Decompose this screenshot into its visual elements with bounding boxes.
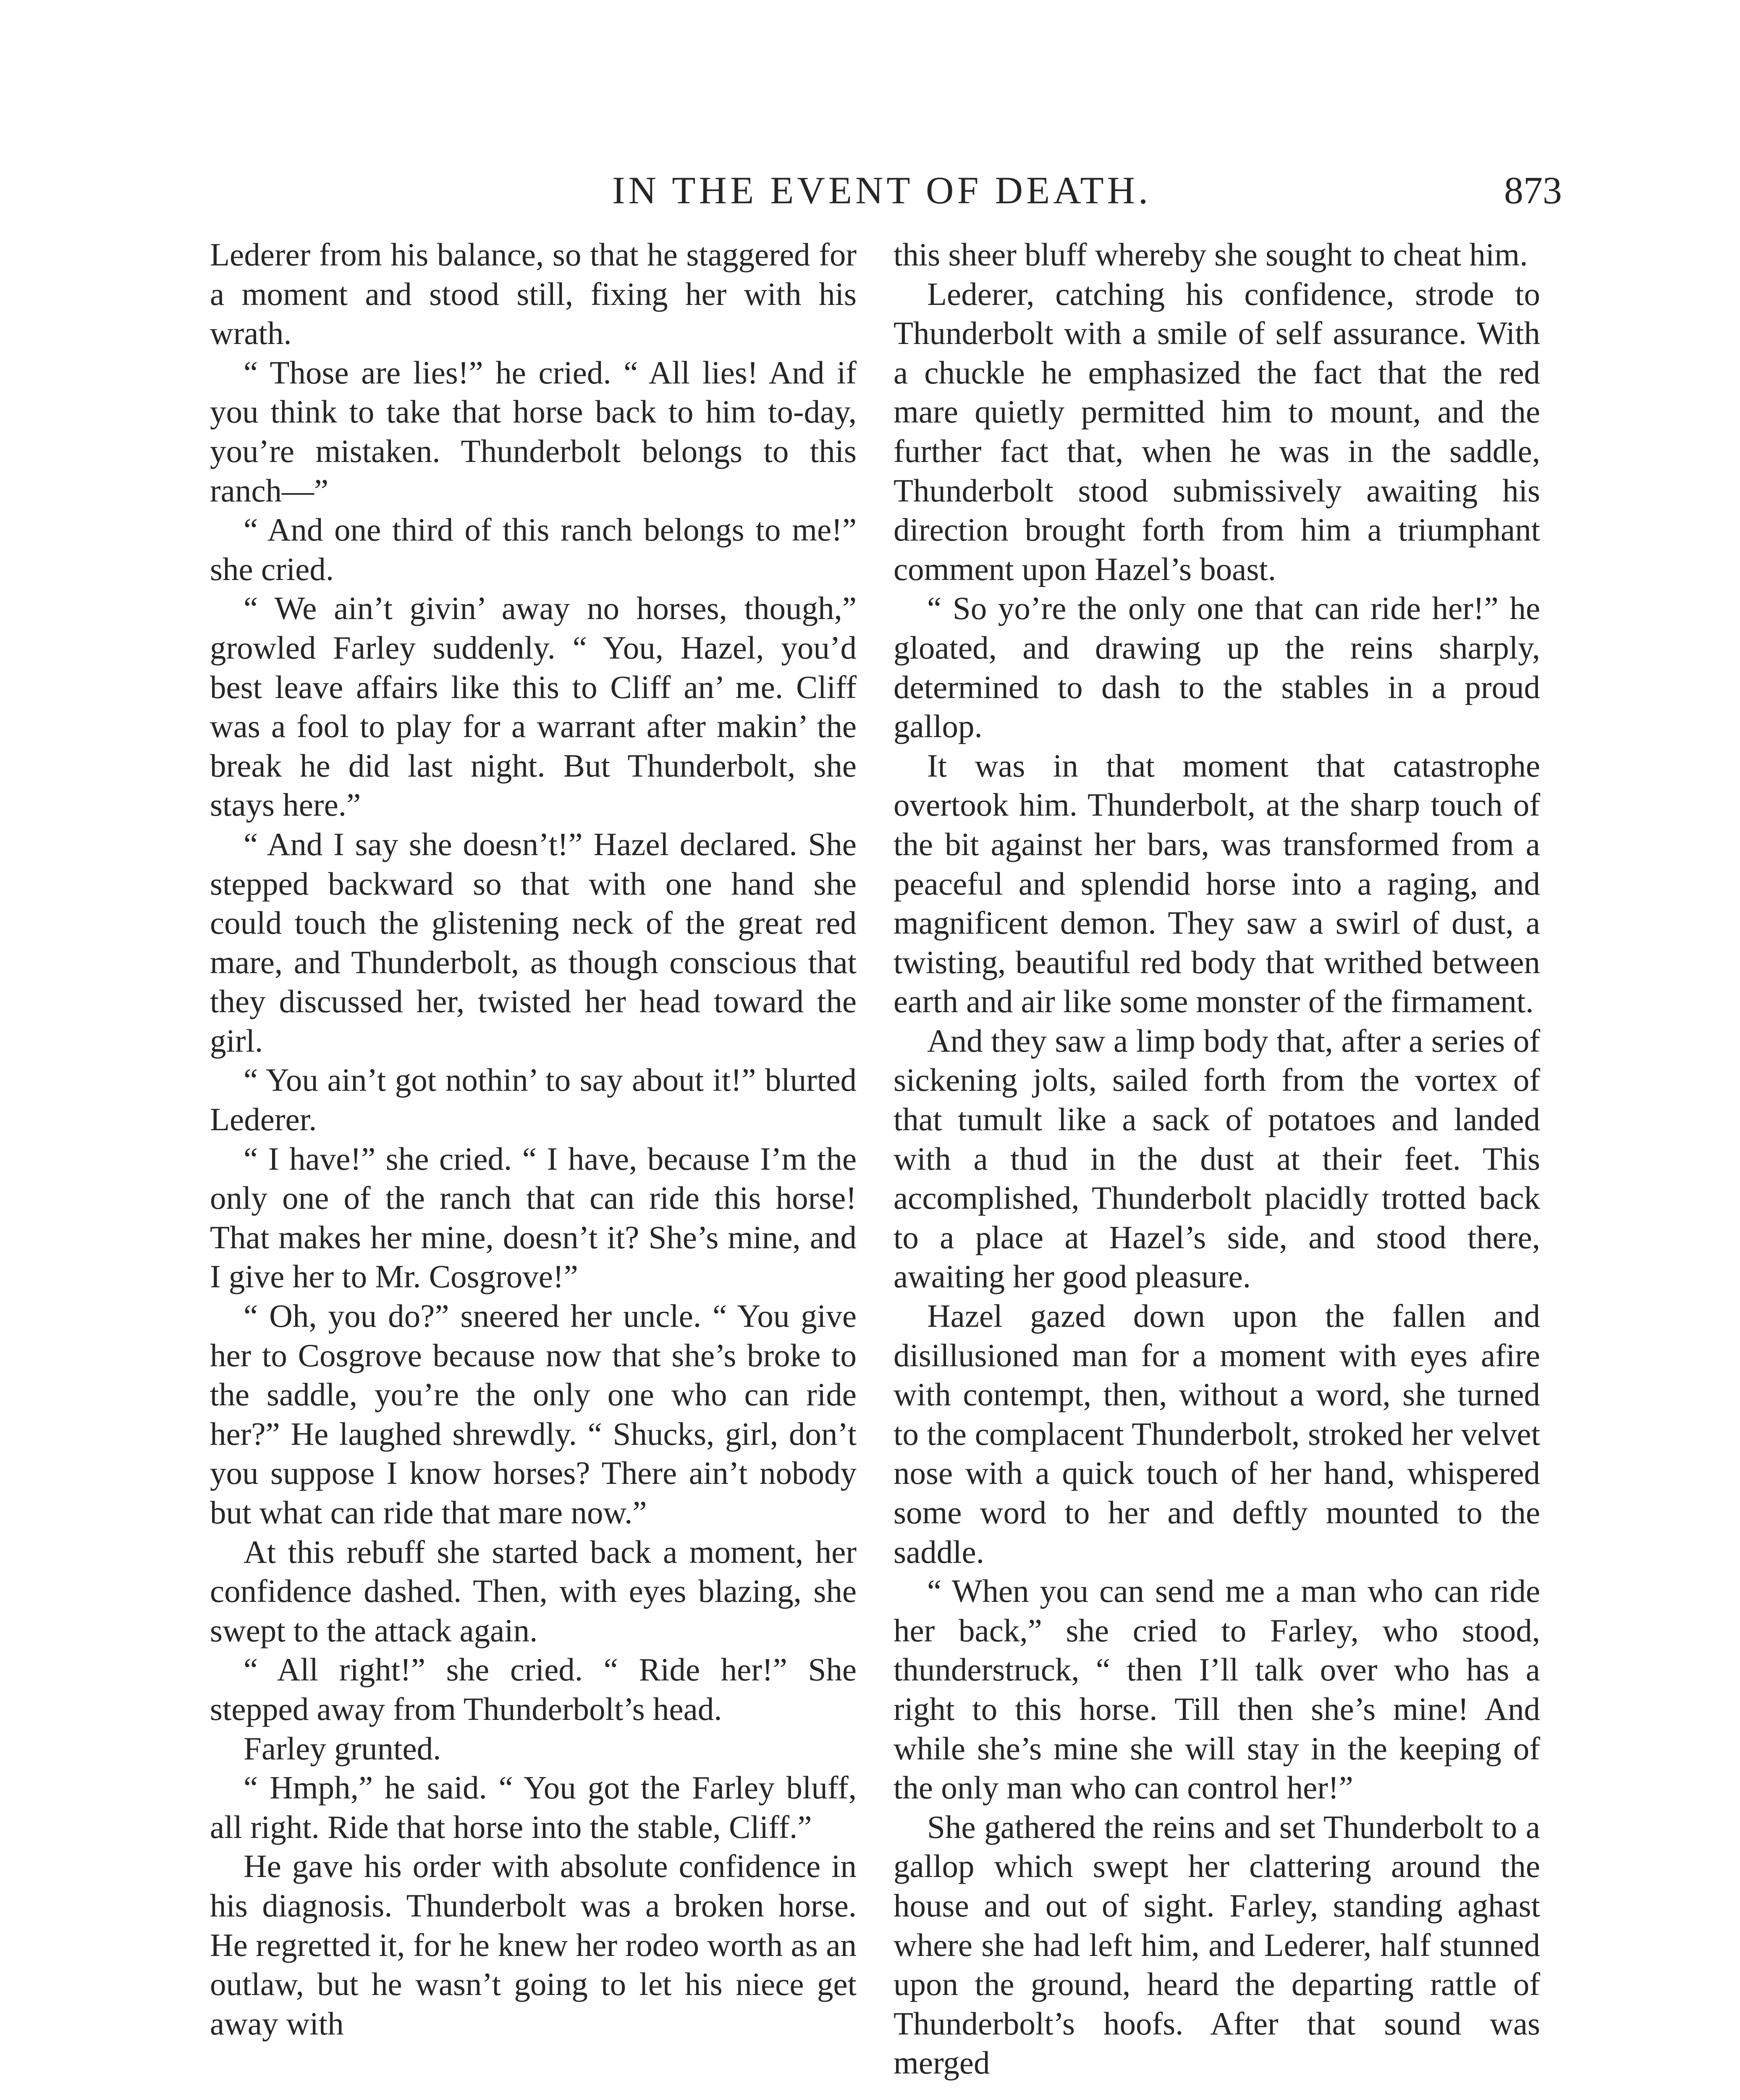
paragraph: “ And I say she doesn’t!” Hazel declared. She stepped backward so that with one hand she could touch the glistening neck of the great red mare, and Thunderbolt, as though conscious that they discussed her, twisted her head toward the girl. (210, 826, 857, 1059)
paragraph: “ When you can send me a man who can ride her back,” she cried to Farley, who stood, thunderstruck, “ then I’ll talk over who has a right to this horse. Till then she’s mine! And while she’s mine she will stay in the keeping of the only man who can control her!” (894, 1573, 1540, 1806)
paragraph: Hazel gazed down upon the fallen and disillusioned man for a moment with eyes afire with contempt, then, without a word, she turned to the complacent Thunderbolt, stroked her velvet nose with a quick touch of her hand, whispered some word to her and deftly mounted to the saddle. (894, 1298, 1540, 1570)
paragraph: “ You ain’t got nothin’ to say about it!” blurted Lederer. (210, 1062, 857, 1138)
paragraph: “ Hmph,” he said. “ You got the Farley bluff, all right. Ride that horse into the stable, Cliff.” (210, 1769, 857, 1845)
left-text-column (210, 235, 857, 2043)
paragraph: “ All right!” she cried. “ Ride her!” She stepped away from Thunderbolt’s head. (210, 1651, 857, 1727)
paragraph: She gathered the reins and set Thunderbolt to a gallop which swept her clattering around the house and out of sight. Farley, standing aghast where she had left him, and Lederer, half stunned upon the ground, heard the departing rattle of Thunderbolt’s hoofs. After that sound was merged (894, 1809, 1540, 2081)
right-text-column (894, 235, 1540, 2083)
paragraph: It was in that moment that catastrophe overtook him. Thunderbolt, at the sharp touch of the bit against her bars, was transformed from a peaceful and splendid horse into a raging, and magnificent demon. They saw a swirl of dust, a twisting, beautiful red body that writhed between earth and air like some monster of the firmament. (894, 747, 1540, 1020)
paragraph: At this rebuff she started back a moment, her confidence dashed. Then, with eyes blazing, she swept to the attack again. (210, 1533, 857, 1648)
paragraph: He gave his order with absolute confidence in his diagnosis. Thunderbolt was a broken horse. He regretted it, for he knew her rodeo worth as an outlaw, but he wasn’t going to let his niece get away with (210, 1848, 857, 2042)
paragraph: “ And one third of this ranch belongs to me!” she cried. (210, 512, 857, 587)
paragraph: Farley grunted. (244, 1730, 441, 1767)
paragraph: this sheer bluff whereby she sought to cheat him. (894, 236, 1528, 273)
paragraph: “ I have!” she cried. “ I have, because I’m the only one of the ranch that can ride this horse! That makes her mine, doesn’t it? She’s mine, and I give her to Mr. Cosgrove!” (210, 1140, 857, 1295)
paragraph: “ We ain’t givin’ away no horses, though,” growled Farley suddenly. “ You, Hazel, you’d best leave affairs like this to Cliff an’ me. Cliff was a fool to play for a warrant after makin’ the break he did last night. But Thunderbolt, she stays here.” (210, 590, 857, 823)
paragraph: “ Oh, you do?” sneered her uncle. “ You give her to Cosgrove because now that she’s broke to the saddle, you’re the only one who can ride her?” He laughed shrewdly. “ Shucks, girl, don’t you suppose I know horses? There ain’t nobody but what can ride that mare now.” (210, 1298, 857, 1530)
page-number: 873 (1504, 169, 1562, 212)
paragraph: “ So yo’re the only one that can ride her!” he gloated, and drawing up the reins sharply, determined to dash to the stables in a proud gallop. (894, 590, 1540, 745)
running-head (202, 159, 1562, 222)
paragraph: Lederer, catching his confidence, strode to Thunderbolt with a smile of self assurance. With a chuckle he emphasized the fact that the red mare quietly permitted him to mount, and the further fact that, when he was in the saddle, Thunderbolt stood submissively awaiting his direction brought forth from him a triumphant comment upon Hazel’s boast. (894, 276, 1540, 587)
paragraph: Lederer from his balance, so that he staggered for a moment and stood still, fixing her with his wrath. (210, 236, 857, 352)
paragraph: “ Those are lies!” he cried. “ All lies! And if you think to take that horse back to him to-day, you’re mistaken. Thunderbolt belongs to this ranch—” (210, 354, 857, 509)
paragraph: And they saw a limp body that, after a series of sickening jolts, sailed forth from the vortex of that tumult like a sack of potatoes and landed with a thud in the dust at their feet. This accomplished, Thunderbolt placidly trotted back to a place at Hazel’s side, and stood there, awaiting her good pleasure. (894, 1022, 1540, 1295)
running-title: IN THE EVENT OF DEATH. (612, 169, 1152, 212)
